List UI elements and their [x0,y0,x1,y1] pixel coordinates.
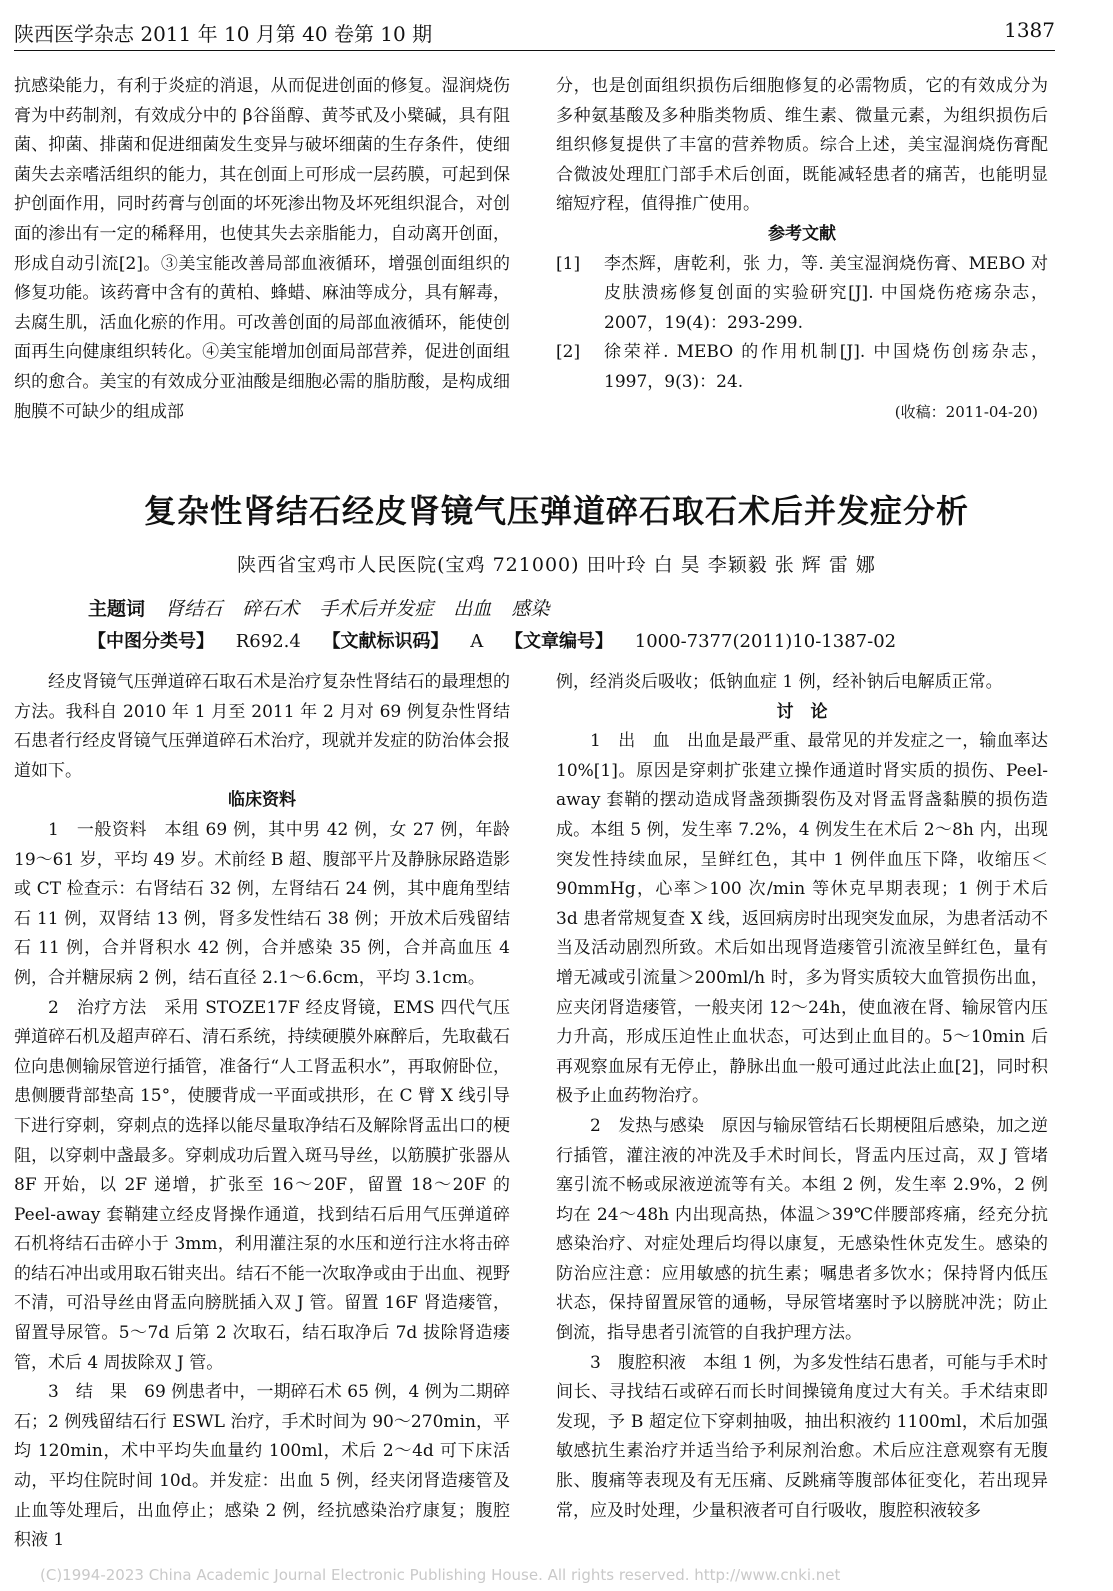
reference-number: [2] [556,342,581,363]
references-title: 参考文献 [768,223,836,244]
keyword: 出血 [453,598,492,620]
article-number-label: 【文章编号】 [505,631,614,652]
classification-line [88,627,912,653]
keyword: 肾结石 [165,598,223,620]
treatment-method-paragraph: 2 治疗方法 采用 STOZE17F 经皮肾镜，EMS 四代气压弹道碎石机及超声碎石、清石系统，持续硬膜外麻醉后，先取截石位向患侧输尿管逆行插管，准备行“人工肾盂积水”，再取俯卧位，患侧腰背部垫高 15°，使腰背成一平面或拱形，在 C 臂 X 线引导下进行穿刺，穿刺点的选择以能尽量取净结石及解除肾盂出口的梗阻，以穿刺中盏最多。穿刺成功后置入斑马导丝，以筋膜扩张器从 8F 开始，以 2F 递增，扩张至 16～20F，留置 18～20F 的 Peel-away 套鞘建立经皮肾操作通道，找到结石后用气压弹道碎石机将结石击碎小于 3mm，利用灌注泵的水压和逆行注水将击碎的结石冲出或用取石钳夹出。结石不能一次取净或由于出血、视野不清，可沿导丝由肾盂向膀胱插入双 J 管。留置 16F 肾造瘘管，留置导尿管。5～7d 后第 2 次取石，结石取净后 7d 拔除肾造瘘管，术后 4 周拔除双 J 管。 [14,997,510,1373]
page-header [14,18,1055,51]
ascites-paragraph: 3 腹腔积液 本组 1 例，为多发性结石患者，可能与手术时间长、寻找结石或碎石而长时间操镜角度过大有关。手术结束即发现，予 B 超定位下穿刺抽吸，抽出积液约 1100ml，术后加强敏感抗生素治疗并适当给予利尿剂治愈。术后应注意观察有无腹胀、腹痛等表现及有无压痛、反跳痛等腹部体征变化，若出现异常，应及时处理，少量积液者可自行吸收，腹腔积液较多 [556,1352,1048,1521]
general-info-paragraph: 1 一般资料 本组 69 例，其中男 42 例，女 27 例，年龄 19～61 岁，平均 49 岁。术前经 B 超、腹部平片及静脉尿路造影或 CT 检查示：右肾结石 32 例，左肾结石 24 例，其中鹿角型结石 11 例，双肾结 13 例，肾多发性结石 38 例；开放术后残留结石 11 例，合并肾积水 42 例，合并感染 35 例，合并高血压 4 例，合并糖尿病 2 例，结石直径 2.1～6.6cm，平均 3.1cm。 [14,819,510,988]
keyword: 手术后并发症 [319,598,434,620]
top-left-column [14,72,510,427]
article-number: 1000-7377(2011)10-1387-02 [634,631,897,652]
journal-issue: 陕西医学杂志 2011 年 10 月第 40 卷第 10 期 [14,22,433,46]
results-paragraph: 3 结 果 69 例患者中，一期碎石术 65 例，4 例为二期碎石；2 例残留结石行 ESWL 治疗，手术时间为 90～270min，平均 120min，术中平均失血量约 100ml，术后 2～4d 可下床活动，平均住院时间 10d。并发症：出血 5 例，经夹闭肾造瘘管及止血等处理后，出血停止；感染 2 例，经抗感染治疗康复；腹腔积液 1 [14,1382,510,1551]
top-right-column [556,72,1048,427]
received-date: (收稿：2011-04-20) [894,402,1038,421]
keyword: 感染 [511,598,550,620]
keywords-line [88,594,549,621]
section-title-clinical: 临床资料 [228,790,296,811]
page-number: 1387 [1004,18,1055,42]
intro-paragraph: 经皮肾镜气压弹道碎石取石术是治疗复杂性肾结石的最理想的方法。我科自 2010 年 1 月至 2011 年 2 月对 69 例复杂性肾结石患者行经皮肾镜气压弹道碎石术治疗，现就并发症的防治体会报道如下。 [14,672,510,781]
keywords-label: 主题词 [88,598,146,620]
left-body-column [14,668,510,1556]
section-title-discussion: 讨 论 [776,701,828,722]
class-number-label: 【中图分类号】 [88,631,214,652]
document-code-label: 【文献标识码】 [322,631,449,652]
document-code: A [470,631,484,652]
reference-item [556,250,1048,339]
previous-article-conclusion: 分，也是创面组织损伤后细胞修复的必需物质，它的有效成分为多种氨基酸及多种脂类物质、维生素、微量元素，为组织损伤后组织修复提供了丰富的营养物质。综合上述，美宝湿润烧伤膏配合微波处理肛门部手术后创面，既能减轻患者的痛苦，也能明显缩短疗程，值得推广使用。 [556,76,1048,215]
fever-infection-paragraph: 2 发热与感染 原因与输尿管结石长期梗阻后感染，加之逆行插管，灌注液的冲洗及手术时间长，肾盂内压过高，双 J 管堵塞引流不畅或尿液逆流等有关。本组 2 例，发生率 2.9%，2 例均在 24～48h 内出现高热，体温＞39℃伴腰部疼痛，经充分抗感染治疗、对症处理后均得以康复，无感染性休克发生。感染的防治应注意：应用敏感的抗生素；嘱患者多饮水；保持肾内低压状态，保持留置尿管的通畅，导尿管堵塞时予以膀胱冲洗；防止倒流，指导患者引流管的自我护理方法。 [556,1115,1048,1344]
reference-text: 徐荣祥. MEBO 的作用机制[J]. 中国烧伤创疡杂志，1997，9(3)：24. [604,342,1048,392]
right-body-column [556,668,1048,1526]
bleeding-paragraph: 1 出 血 出血是最严重、最常见的并发症之一，输血率达 10%[1]。原因是穿刺扩张建立操作通道时肾实质的损伤、Peel-away 套鞘的摆动造成肾盏颈撕裂伤及对肾盂肾盏黏膜的损伤造成。本组 5 例，发生率 7.2%，4 例发生在术后 2～8h 内，出现突发性持续血尿，呈鲜红色，其中 1 例伴血压下降，收缩压＜90mmHg，心率＞100 次/min 等休克早期表现；1 例于术后 3d 患者常规复查 X 线，返回病房时出现突发血尿，为患者活动不当及活动剧烈所致。术后如出现肾造瘘管引流液呈鲜红色，量有增无减或引流量＞200ml/h 时，多为肾实质较大血管损伤出血，应夹闭肾造瘘管，一般夹闭 12～24h，使血液在肾、输尿管内压力升高，形成压迫性止血状态，可达到止血目的。5～10min 后再观察血尿有无停止，静脉出血一般可通过此法止血[2]，同时积极予止血药物治疗。 [556,731,1049,1107]
article-title: 复杂性肾结石经皮肾镜气压弹道碎石取石术后并发症分析 [143,492,969,530]
results-continuation: 例，经消炎后吸收；低钠血症 1 例，经补钠后电解质正常。 [556,672,1003,692]
article-authors: 陕西省宝鸡市人民医院(宝鸡 721000) 田叶玲 白 昊 李颖毅 张 辉 雷 娜 [237,554,876,576]
reference-number: [1] [556,253,581,274]
reference-text: 李杰辉，唐乾利，张 力，等. 美宝湿润烧伤膏、MEBO 对皮肤溃疡修复创面的实验研究[J]. 中国烧伤疮疡杂志，2007，19(4)：293-299. [604,253,1048,333]
copyright-watermark: (C)1994-2023 China Academic Journal Electronic Publishing House. All rights reserved. http://www.cnki.net [40,1566,841,1584]
keyword: 碎石术 [242,598,300,620]
class-number: R692.4 [235,631,301,652]
reference-item [556,338,1048,397]
previous-article-text: 抗感染能力，有利于炎症的消退，从而促进创面的修复。湿润烧伤膏为中药制剂，有效成分中的 β谷甾醇、黄芩甙及小檗碱，具有阻菌、抑菌、排菌和促进细菌发生变异与破坏细菌的生存条件，使细菌失去亲嗜活组织的能力，其在创面上可形成一层药膜，可起到保护创面作用，同时药膏与创面的坏死渗出物及坏死组织混合，对创面的渗出有一定的稀释用，也使其失去亲脂能力，自动离开创面，形成自动引流[2]。③美宝能改善局部血液循环，增强创面组织的修复功能。该药膏中含有的黄柏、蜂蜡、麻油等成分，具有解毒，去腐生肌，活血化瘀的作用。可改善创面的局部血液循环，能使创面再生向健康组织转化。④美宝能增加创面局部营养，促进创面组织的愈合。美宝的有效成分亚油酸是细胞必需的脂肪酸，是构成细胞膜不可缺少的组成部 [14,76,510,422]
